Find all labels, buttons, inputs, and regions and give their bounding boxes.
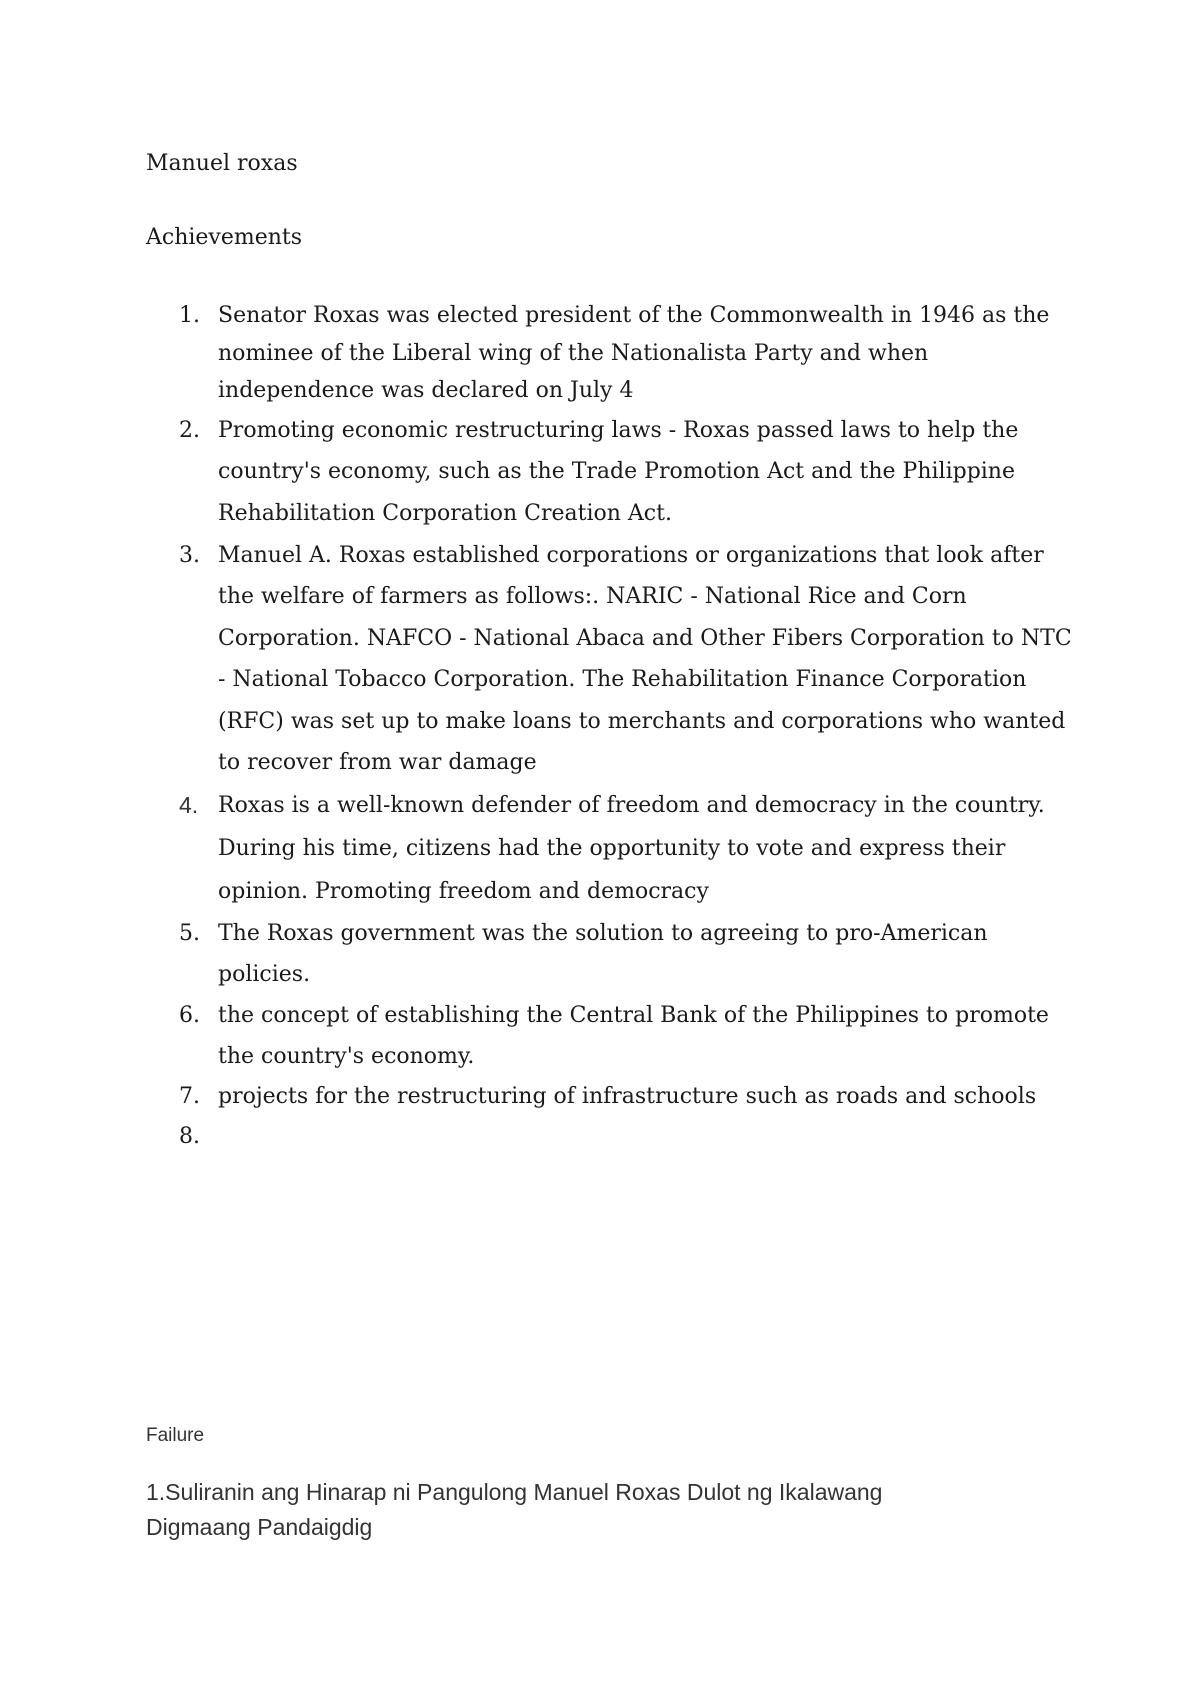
list-item-number: 8. [179,1123,200,1149]
list-item-text [218,1117,1086,1157]
list-item-number: 1. [179,303,200,328]
list-item-text: Roxas is a well-known defender of freedom and democracy in the country. During his time, citizens had the opportunity to vote and express their opinion. Promoting freedom and democracy [218,792,1045,904]
list-item-number: 7. [179,1083,200,1109]
list-item-text: The Roxas government was the solution to agreeing to pro-American policies. [218,920,988,987]
list-item-number: 3. [179,542,200,568]
achievements-heading: Achievements [146,225,303,250]
list-item [146,1117,1086,1157]
list-item [146,995,1086,1077]
list-item-text: projects for the restructuring of infrastructure such as roads and schools [218,1083,1037,1109]
failure-item: 1.Suliranin ang Hinarap ni Pangulong Manuel Roxas Dulot ng Ikalawang Digmaang Pandaigdig [146,1479,883,1540]
list-item [146,297,1086,410]
list-item [146,784,1086,913]
list-item-number: 4. [179,791,199,818]
list-item [146,1077,1086,1117]
list-item-number: 5. [179,920,200,946]
list-item-text: the concept of establishing the Central Bank of the Philippines to promote the country's economy. [218,1002,1049,1069]
failure-heading: Failure [146,1425,205,1446]
list-item [146,535,1086,784]
list-item [146,913,1086,995]
list-item-text: Promoting economic restructuring laws - Roxas passed laws to help the country's economy, such as the Trade Promotion Act and the Philippine Rehabilitation Corporation Creation Act. [218,417,1019,527]
list-item-number: 6. [179,1002,200,1028]
list-item-number: 2. [179,417,200,443]
document-title: Manuel roxas [146,151,298,176]
achievements-list [146,297,1086,1157]
list-item-text: Manuel A. Roxas established corporations or organizations that look after the welfare of farmers as follows:. NARIC - National Rice and Corn Corporation. NAFCO - National Abaca and Other Fibers Corporation to NTC - National Tobacco Corporation. The Rehabilitation Finance Corporation (RFC) was set up to make loans to merchants and corporations who wanted to recover from war damage [218,542,1072,776]
list-item-text: Senator Roxas was elected president of the Commonwealth in 1946 as the nominee of the Liberal wing of the Nationalista Party and when independence was declared on July 4 [218,303,1050,403]
list-item [146,410,1086,535]
